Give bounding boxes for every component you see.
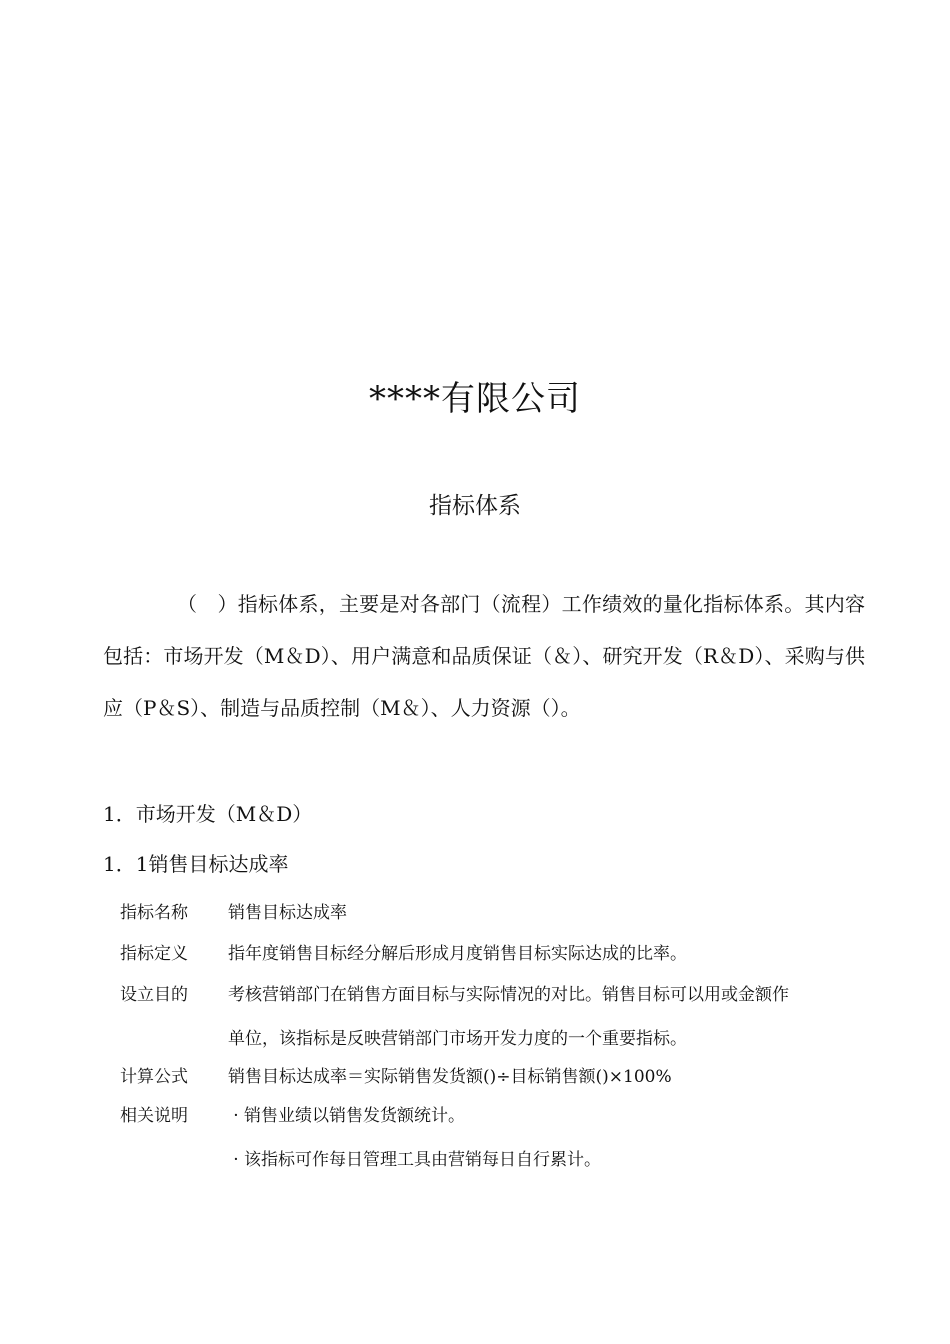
indicator-definition-label: 指标定义 (120, 944, 188, 964)
bullet-icon: · (233, 1106, 239, 1126)
notes-item (228, 1101, 870, 1131)
subsection-heading: 1．1销售目标达成率 (103, 852, 289, 876)
indicator-purpose-label: 设立目的 (120, 985, 188, 1005)
notes-item-text: 销售业绩以销售发货额统计。 (244, 1106, 465, 1126)
indicator-formula-value: 销售目标达成率＝实际销售发货额()÷目标销售额()×100% (228, 1067, 672, 1087)
section-heading: 1．市场开发（M＆D） (103, 802, 313, 826)
purpose-line: 单位，该指标是反映营销部门市场开发力度的一个重要指标。 (228, 1029, 687, 1049)
company-title: ****有限公司 (369, 379, 581, 419)
document-subtitle: 指标体系 (429, 493, 521, 519)
indicator-notes-row (120, 1101, 870, 1175)
indicator-definition-value: 指年度销售目标经分解后形成月度销售目标实际达成的比率。 (228, 944, 687, 964)
indicator-definition-row (120, 939, 870, 969)
indicator-formula-row (120, 1062, 870, 1092)
indicator-name-value: 销售目标达成率 (228, 903, 347, 923)
indicator-formula-label: 计算公式 (120, 1067, 188, 1087)
indicator-notes-label: 相关说明 (120, 1106, 188, 1126)
indicator-definition-table (120, 898, 870, 1175)
indicator-notes-list (228, 1101, 870, 1175)
notes-item-text: 该指标可作每日管理工具由营销每日自行累计。 (244, 1150, 601, 1170)
indicator-name-row (120, 898, 870, 928)
purpose-line: 考核营销部门在销售方面目标与实际情况的对比。销售目标可以用或金额作 (228, 985, 789, 1005)
intro-paragraph: （ ）指标体系，主要是对各部门（流程）工作绩效的量化指标体系。其内容包括：市场开发（M＆D）、用户满意和品质保证（＆）、研究开发（R＆D）、采购与供应（P＆S）、制造与品质控制（M＆）、人力资源（）。 (103, 592, 865, 720)
indicator-name-label: 指标名称 (120, 903, 188, 923)
indicator-purpose-row (120, 980, 870, 1054)
indicator-purpose-value (228, 980, 870, 1054)
bullet-icon: · (233, 1150, 239, 1170)
notes-item (228, 1145, 870, 1175)
